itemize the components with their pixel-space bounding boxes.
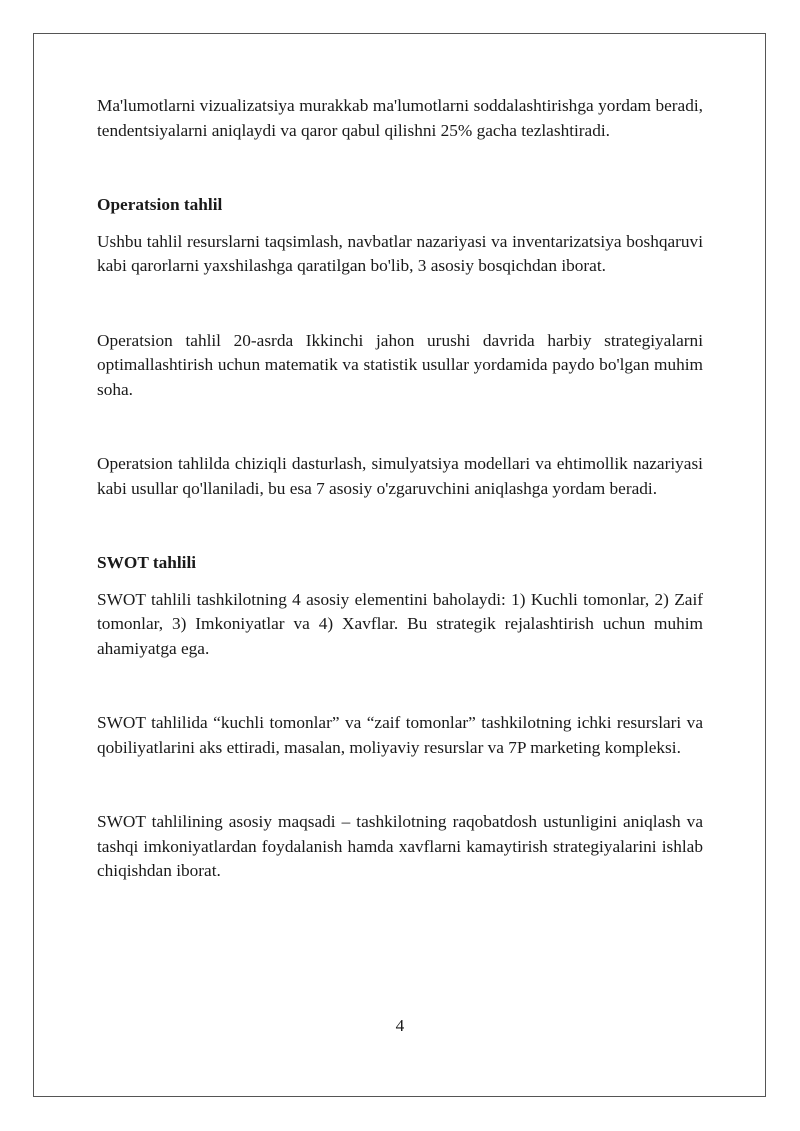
- heading-operational-analysis: Operatsion tahlil: [97, 195, 223, 214]
- paragraph-operational-analysis-1: Ushbu tahlil resurslarni taqsimlash, navbatlar nazariyasi va inventarizatsiya boshqaruvi kabi qarorlarni yaxshilashga qaratilgan bo'lib, 3 asosiy bosqichdan iborat.: [97, 231, 703, 275]
- page-number: 4: [395, 1016, 405, 1035]
- page-content: [97, 94, 703, 884]
- paragraph-swot-1: SWOT tahlili tashkilotning 4 asosiy elementini baholaydi: 1) Kuchli tomonlar, 2) Zaif tomonlar, 3) Imkoniyatlar va 4) Xavflar. Bu strategik rejalashtirish uchun muhim ahamiyatga ega.: [97, 589, 703, 658]
- heading-swot-analysis: SWOT tahlili: [97, 553, 197, 572]
- paragraph-swot-3: SWOT tahlilining asosiy maqsadi – tashkilotning raqobatdosh ustunligini aniqlash va tashqi imkoniyatlardan foydalanish hamda xavflarni kamaytirish strategiyalarini ishlab chiqishdan iborat.: [97, 812, 703, 880]
- paragraph-swot-2: SWOT tahlilida “kuchli tomonlar” va “zaif tomonlar” tashkilotning ichki resurslari va qobiliyatlarini aks ettiradi, masalan, moliyaviy resurslar va 7P marketing kompleksi.: [97, 713, 703, 757]
- paragraph-operational-analysis-3: Operatsion tahlilda chiziqli dasturlash, simulyatsiya modellari va ehtimollik nazariyasi kabi usullar qo'llaniladi, bu esa 7 asosiy o'zgaruvchini aniqlashga yordam beradi.: [97, 454, 703, 498]
- paragraph-operational-analysis-2: Operatsion tahlil 20-asrda Ikkinchi jahon urushi davrida harbiy strategiyalarni optimallashtirish uchun matematik va statistik usullar yordamida paydo bo'lgan muhim soha.: [97, 330, 703, 399]
- paragraph-visualization: Ma'lumotlarni vizualizatsiya murakkab ma'lumotlarni soddalashtirishga yordam beradi, tendentsiyalarni aniqlaydi va qaror qabul qilishni 25% gacha tezlashtiradi.: [97, 96, 703, 140]
